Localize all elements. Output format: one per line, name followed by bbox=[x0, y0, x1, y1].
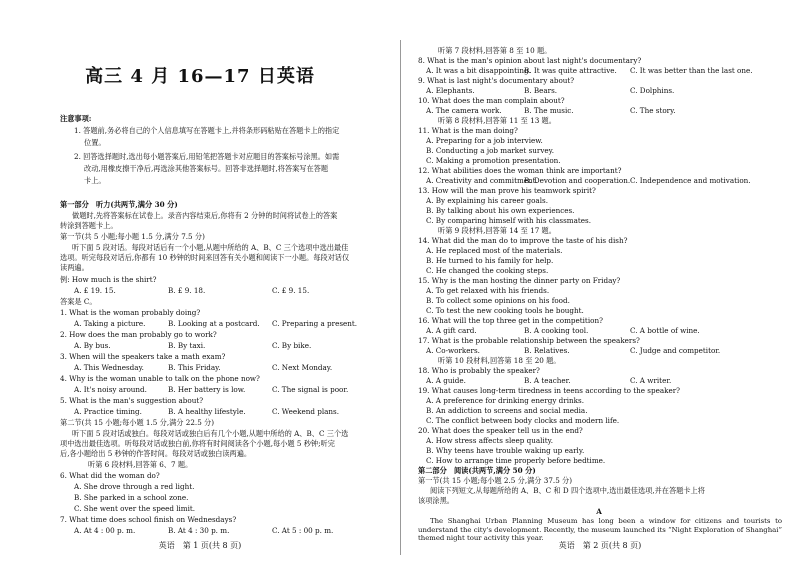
option: B. By taxi. bbox=[168, 341, 206, 350]
option: A. She drove through a red light. bbox=[74, 482, 195, 491]
option: A. A preference for drinking energy drinks. bbox=[426, 396, 584, 405]
dialogue-instruction: 听第 9 段材料,回答第 14 至 17 题。 bbox=[438, 226, 556, 235]
notice-line: 2. 回答选择题时,选出每小题答案后,用铅笔把答题卡对应题目的答案标号涂黑。如需 bbox=[74, 152, 340, 161]
option: C. To test the new cooking tools he bought. bbox=[426, 306, 584, 315]
intro-line: 转涂到答题卡上。 bbox=[60, 221, 118, 230]
notice-heading: 注意事项: bbox=[60, 114, 92, 123]
example-question: 例: How much is the shirt? bbox=[60, 275, 157, 284]
option: A. By explaining his career goals. bbox=[426, 196, 548, 205]
option: B. To collect some opinions on his food. bbox=[426, 296, 570, 305]
question: 10. What does the man complain about? bbox=[418, 96, 565, 105]
option: B. A teacher. bbox=[524, 376, 571, 385]
page-footer: 英语 第 1 页(共 8 页) bbox=[158, 541, 242, 550]
option: B. This Friday. bbox=[168, 363, 221, 372]
notice-line: 1. 答题前,务必将自己的个人信息填写在答题卡上,并将条形码粘贴在答题卡上的指定 bbox=[74, 126, 340, 135]
option: C. How to arrange time properly before bedtime. bbox=[426, 456, 606, 465]
option: C. At 5 : 00 p. m. bbox=[272, 526, 334, 535]
option: A. It was a bit disappointing. bbox=[426, 66, 531, 75]
part1-heading: 第一部分 听力(共两节,满分 30 分) bbox=[60, 200, 178, 209]
option: B. At 4 : 30 p. m. bbox=[168, 526, 230, 535]
option: B. Why teens have trouble waking up early. bbox=[426, 446, 585, 455]
question: 11. What is the man doing? bbox=[418, 126, 518, 135]
option: A. Elephants. bbox=[426, 86, 475, 95]
intro-line: 该项涂黑。 bbox=[418, 496, 454, 505]
example-answer: 答案是 C。 bbox=[60, 297, 97, 306]
passage-text: The Shanghai Urban Planning Museum has long been a window for citizens and tourists to understand the city's development. Recently, the museum launched its “Night Exploration of Shanghai” themed night tour activity this year. bbox=[418, 517, 782, 543]
dialogue-instruction: 听第 10 段材料,回答第 18 至 20 题。 bbox=[438, 356, 561, 365]
page-2 bbox=[400, 0, 800, 579]
page-footer: 英语 第 2 页(共 8 页) bbox=[558, 541, 642, 550]
intro-line: 选项。听完每段对话后,你都有 10 秒钟的时间来回答有关小题和阅读下一小题。每段对话仅 bbox=[60, 253, 350, 262]
intro-line: 读两遍。 bbox=[60, 263, 89, 272]
option: A. It's noisy around. bbox=[74, 385, 147, 394]
question: 1. What is the woman probably doing? bbox=[60, 308, 201, 317]
option: A. A gift card. bbox=[426, 326, 477, 335]
option: B. An addiction to screens and social media. bbox=[426, 406, 588, 415]
option: C. Weekend plans. bbox=[272, 407, 340, 416]
section1-heading: 第一节(共 5 小题;每小题 1.5 分,满分 7.5 分) bbox=[60, 232, 205, 241]
option: C. By comparing himself with his classmates. bbox=[426, 216, 592, 225]
option: B. Bears. bbox=[524, 86, 558, 95]
option: B. It was quite attractive. bbox=[524, 66, 617, 75]
option: A. How stress affects sleep quality. bbox=[426, 436, 554, 445]
dialogue-instruction: 听第 8 段材料,回答第 11 至 13 题。 bbox=[438, 116, 556, 125]
question: 5. What is the man's suggestion about? bbox=[60, 396, 204, 405]
intro-line: 听下面 5 段对话。每段对话后有一个小题,从题中所给的 A、B、C 三个选项中选出最佳 bbox=[72, 243, 349, 252]
section-heading: 第一节(共 15 小题;每小题 2.5 分,满分 37.5 分) bbox=[418, 476, 573, 485]
option: A. Taking a picture. bbox=[74, 319, 146, 328]
option: C. Making a promotion presentation. bbox=[426, 156, 561, 165]
option: A. £ 19. 15. bbox=[74, 286, 116, 295]
notice-line: 改动,用橡皮擦干净后,再选涂其他答案标号。回答非选择题时,将答案写在答题 bbox=[84, 164, 329, 173]
part2-heading: 第二部分 阅读(共两节,满分 50 分) bbox=[418, 466, 536, 475]
option: C. A writer. bbox=[630, 376, 672, 385]
option: C. The story. bbox=[630, 106, 676, 115]
option: C. The conflict between body clocks and modern life. bbox=[426, 416, 620, 425]
option: B. A healthy lifestyle. bbox=[168, 407, 246, 416]
option: C. The signal is poor. bbox=[272, 385, 349, 394]
option: B. He turned to his family for help. bbox=[426, 256, 554, 265]
option: A. This Wednesday. bbox=[74, 363, 144, 372]
option: B. By talking about his own experiences. bbox=[426, 206, 575, 215]
option: B. Devotion and cooperation. bbox=[524, 176, 631, 185]
option: B. She parked in a school zone. bbox=[74, 493, 189, 502]
option: C. Independence and motivation. bbox=[630, 176, 751, 185]
option: B. The music. bbox=[524, 106, 574, 115]
option: B. £ 9. 18. bbox=[168, 286, 206, 295]
question: 13. How will the man prove his teamwork spirit? bbox=[418, 186, 596, 195]
option: B. Looking at a postcard. bbox=[168, 319, 260, 328]
option: C. He changed the cooking steps. bbox=[426, 266, 549, 275]
option: C. A bottle of wine. bbox=[630, 326, 700, 335]
intro-line: 阅读下列短文,从每题所给的 A、B、C 和 D 四个选项中,选出最佳选项,并在答题卡上将 bbox=[430, 486, 705, 495]
option: B. Conducting a job market survey. bbox=[426, 146, 555, 155]
question: 20. What does the speaker tell us in the end? bbox=[418, 426, 583, 435]
question: 4. Why is the woman unable to talk on the phone now? bbox=[60, 374, 260, 383]
question: 8. What is the man's opinion about last night's documentary? bbox=[418, 56, 642, 65]
intro-line: 听下面 5 段对话或独白。每段对话或独白后有几个小题,从题中所给的 A、B、C 三个选 bbox=[72, 429, 349, 438]
section2-heading: 第二节(共 15 小题;每小题 1.5 分,满分 22.5 分) bbox=[60, 418, 215, 427]
question: 2. How does the man probably go to work? bbox=[60, 330, 217, 339]
question: 15. Why is the man hosting the dinner party on Friday? bbox=[418, 276, 621, 285]
question: 3. When will the speakers take a math exam? bbox=[60, 352, 226, 361]
question: 9. What is last night's documentary about? bbox=[418, 76, 575, 85]
question: 17. What is the probable relationship between the speakers? bbox=[418, 336, 640, 345]
intro-line: 做题时,先将答案标在试卷上。录音内容结束后,你将有 2 分钟的时间将试卷上的答案 bbox=[72, 211, 338, 220]
option: A. Preparing for a job interview. bbox=[426, 136, 543, 145]
option: B. Relatives. bbox=[524, 346, 570, 355]
option: A. Practice timing. bbox=[74, 407, 142, 416]
notice-line: 位置。 bbox=[84, 138, 106, 147]
intro-line: 后,各小题给出 5 秒钟的作答时间。每段对话或独白读两遍。 bbox=[60, 449, 252, 458]
option: C. By bike. bbox=[272, 341, 312, 350]
option: A. Creativity and commitment. bbox=[426, 176, 538, 185]
option: C. Next Monday. bbox=[272, 363, 333, 372]
option: A. At 4 : 00 p. m. bbox=[74, 526, 136, 535]
option: A. To get relaxed with his friends. bbox=[426, 286, 550, 295]
option: C. Judge and competitor. bbox=[630, 346, 721, 355]
option: A. The camera work. bbox=[426, 106, 502, 115]
passage-label: A bbox=[596, 507, 602, 516]
option: C. Dolphins. bbox=[630, 86, 675, 95]
question: 6. What did the woman do? bbox=[60, 471, 160, 480]
question: 7. What time does school finish on Wednesdays? bbox=[60, 515, 237, 524]
option: C. She went over the speed limit. bbox=[74, 504, 196, 513]
option: A. Co-workers. bbox=[426, 346, 480, 355]
question: 19. What causes long-term tiredness in teens according to the speaker? bbox=[418, 386, 681, 395]
option: C. £ 9. 15. bbox=[272, 286, 310, 295]
dialogue-instruction: 听第 6 段材料,回答第 6、7 题。 bbox=[88, 460, 193, 469]
question: 14. What did the man do to improve the taste of his dish? bbox=[418, 236, 628, 245]
question: 16. What will the top three get in the competition? bbox=[418, 316, 603, 325]
option: A. By bus. bbox=[74, 341, 111, 350]
intro-line: 项中选出最佳选项。听每段对话或独白前,你将有时间阅读各个小题,每小题 5 秒钟;听完 bbox=[60, 439, 335, 448]
page-title: 高三 4 月 16—17 日英语 bbox=[85, 66, 315, 87]
question: 12. What abilities does the woman think are important? bbox=[418, 166, 622, 175]
option: C. It was better than the last one. bbox=[630, 66, 753, 75]
option: C. Preparing a present. bbox=[272, 319, 358, 328]
dialogue-instruction: 听第 7 段材料,回答第 8 至 10 题。 bbox=[438, 46, 552, 55]
option: B. A cooking tool. bbox=[524, 326, 589, 335]
option: A. A guide. bbox=[426, 376, 466, 385]
option: B. Her battery is low. bbox=[168, 385, 246, 394]
question: 18. Who is probably the speaker? bbox=[418, 366, 540, 375]
option: A. He replaced most of the materials. bbox=[426, 246, 563, 255]
notice-line: 卡上。 bbox=[84, 176, 106, 185]
